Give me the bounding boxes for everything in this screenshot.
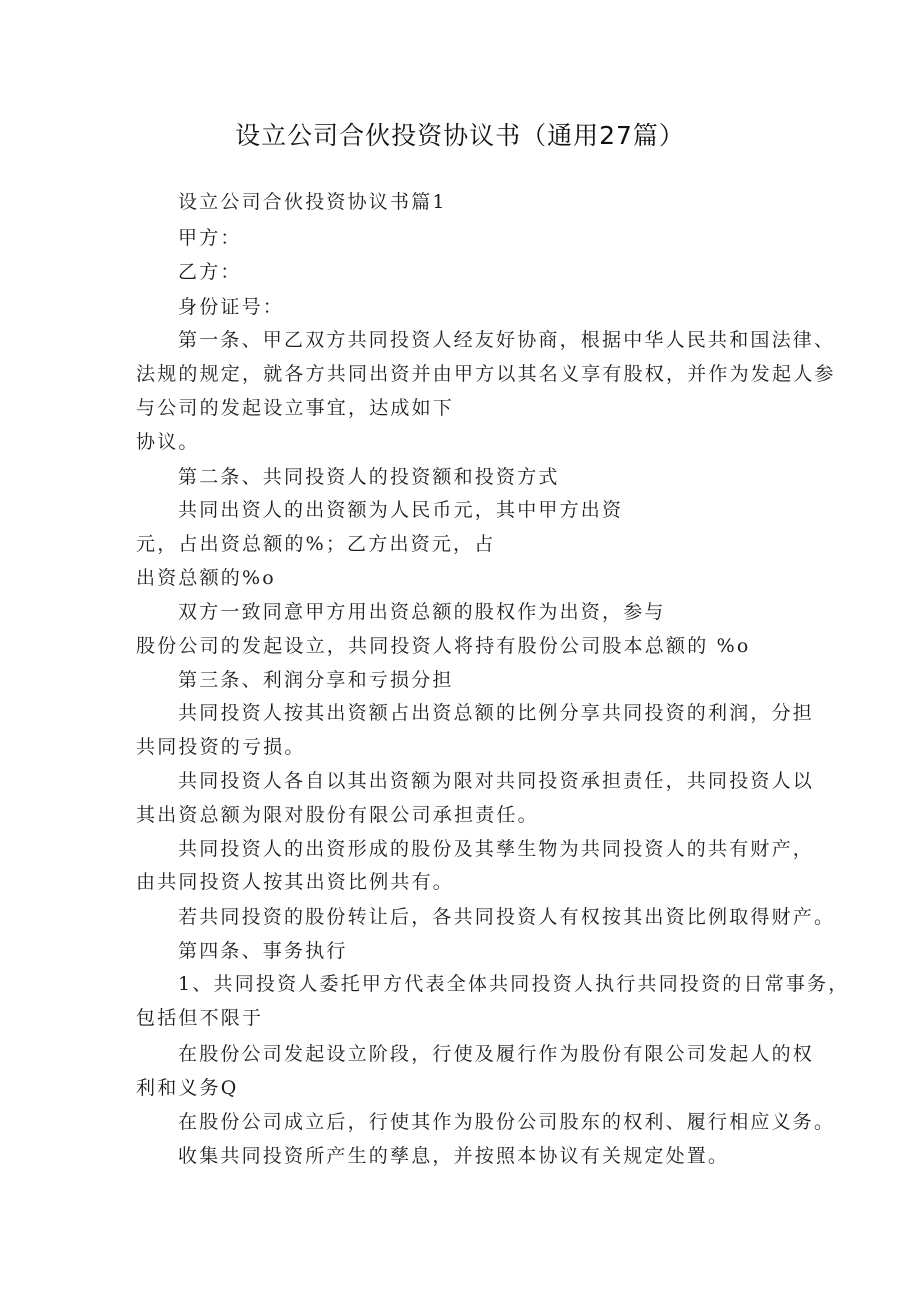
paragraph-line: 第一条、甲乙双方共同投资人经友好协商，根据中华人民共和国法律、 bbox=[178, 329, 836, 351]
paragraph-line: 法规的规定，就各方共同出资并由甲方以其名义享有股权，并作为发起人参 bbox=[136, 363, 836, 385]
article-heading: 第四条、事务执行 bbox=[178, 940, 348, 962]
paragraph-line: 其出资总额为限对股份有限公司承担责任。 bbox=[136, 804, 539, 826]
paragraph-line: 出资总额的%o bbox=[136, 567, 276, 589]
party-b-label: 乙方： bbox=[178, 261, 242, 283]
paragraph-line: 双方一致同意甲方用出资总额的股权作为出资，参与 bbox=[178, 601, 666, 623]
paragraph-line: 共同投资的亏损。 bbox=[136, 736, 306, 758]
paragraph-line: 与公司的发起设立事宜，达成如下 bbox=[136, 397, 455, 419]
paragraph-line: 共同投资人的出资形成的股份及其孳生物为共同投资人的共有财产， bbox=[178, 838, 815, 860]
paragraph-line: 由共同投资人按其出资比例共有。 bbox=[136, 871, 455, 893]
paragraph-line: 若共同投资的股份转让后，各共同投资人有权按其出资比例取得财产。 bbox=[178, 906, 836, 928]
paragraph-line: 在股份公司发起设立阶段，行使及履行作为股份有限公司发起人的权 bbox=[178, 1043, 815, 1065]
id-number-label: 身份证号： bbox=[178, 296, 285, 318]
section-heading: 设立公司合伙投资协议书篇1 bbox=[178, 191, 447, 213]
paragraph-line: 共同出资人的出资额为人民币元，其中甲方出资 bbox=[178, 499, 624, 521]
paragraph-line: 包括但不限于 bbox=[136, 1007, 264, 1029]
document-title: 设立公司合伙投资协议书（通用27篇） bbox=[235, 121, 685, 150]
paragraph-line: 1、共同投资人委托甲方代表全体共同投资人执行共同投资的日常事务， bbox=[178, 973, 850, 995]
paragraph-line: 在股份公司成立后，行使其作为股份公司股东的权利、履行相应义务。 bbox=[178, 1111, 836, 1133]
paragraph-line: 协议。 bbox=[136, 431, 200, 453]
paragraph-line: 利和义务Q bbox=[136, 1077, 239, 1099]
party-a-label: 甲方： bbox=[178, 227, 242, 249]
article-heading: 第三条、利润分享和亏损分担 bbox=[178, 669, 454, 691]
paragraph-line: 股份公司的发起设立，共同投资人将持有股份公司股本总额的 %o bbox=[136, 635, 751, 657]
paragraph-line: 收集共同投资所产生的孳息，并按照本协议有关规定处置。 bbox=[178, 1145, 730, 1167]
article-heading: 第二条、共同投资人的投资额和投资方式 bbox=[178, 466, 560, 488]
paragraph-line: 共同投资人各自以其出资额为限对共同投资承担责任，共同投资人以 bbox=[178, 770, 815, 792]
paragraph-line: 共同投资人按其出资额占出资总额的比例分享共同投资的利润，分担 bbox=[178, 702, 815, 724]
paragraph-line: 元，占出资总额的%；乙方出资元，占 bbox=[136, 533, 496, 555]
